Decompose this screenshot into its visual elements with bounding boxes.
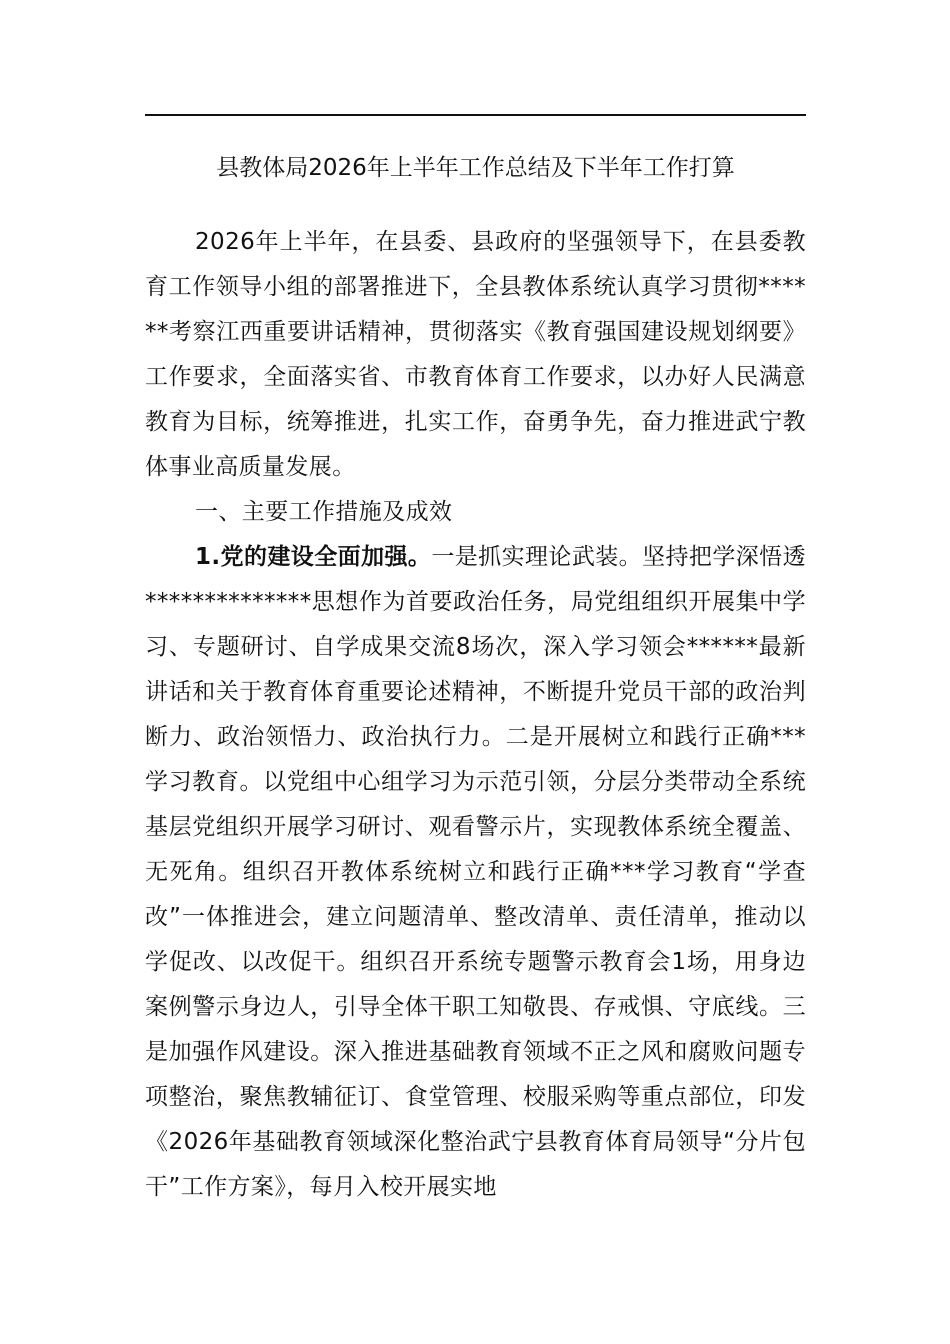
section-heading: 一、主要工作措施及成效 bbox=[195, 499, 453, 525]
document-title: 县教体局2026年上半年工作总结及下半年工作打算 bbox=[216, 155, 735, 181]
section-1-lead: 1.党的建设全面加强。 bbox=[195, 544, 432, 570]
section-1-body: 一是抓实理论武装。坚持把学深悟透**************思想作为首要政治任务，局党组组织开展集中学习、专题研讨、自学成果交流8场次，深入学习领会******最新讲话和关于教育体育重要论述精神，不断提升党员干部的政治判断力、政治领悟力、政治执行力。二是开展树立和践行正确***学习教育。以党组中心组学习为示范引领，分层分类带动全系统基层党组织开展学习研讨、观看警示片，实现教体系统全覆盖、无死角。组织召开教体系统树立和践行正确***学习教育“学查改”一体推进会，建立问题清单、整改清单、责任清单，推动以学促改、以改促干。组织召开系统专题警示教育会1场，用身边案例警示身边人，引导全体干职工知敬畏、存戒惧、守底线。三是加强作风建设。深入推进基础教育领域不正之风和腐败问题专项整治，聚焦教辅征订、食堂管理、校服采购等重点部位，印发《2026年基础教育领域深化整治武宁县教育体育局领导“分片包干”工作方案》，每月入校开展实地 bbox=[145, 544, 806, 1200]
section-1-paragraph bbox=[145, 535, 806, 1210]
header-rule bbox=[145, 114, 806, 116]
intro-paragraph: 2026年上半年，在县委、县政府的坚强领导下，在县委教育工作领导小组的部署推进下，全县教体系统认真学习贯彻******考察江西重要讲话精神，贯彻落实《教育强国建设规划纲要》工作要求，全面落实省、市教育体育工作要求，以办好人民满意教育为目标，统筹推进，扎实工作，奋勇争先，奋力推进武宁教体事业高质量发展。 bbox=[145, 229, 806, 480]
